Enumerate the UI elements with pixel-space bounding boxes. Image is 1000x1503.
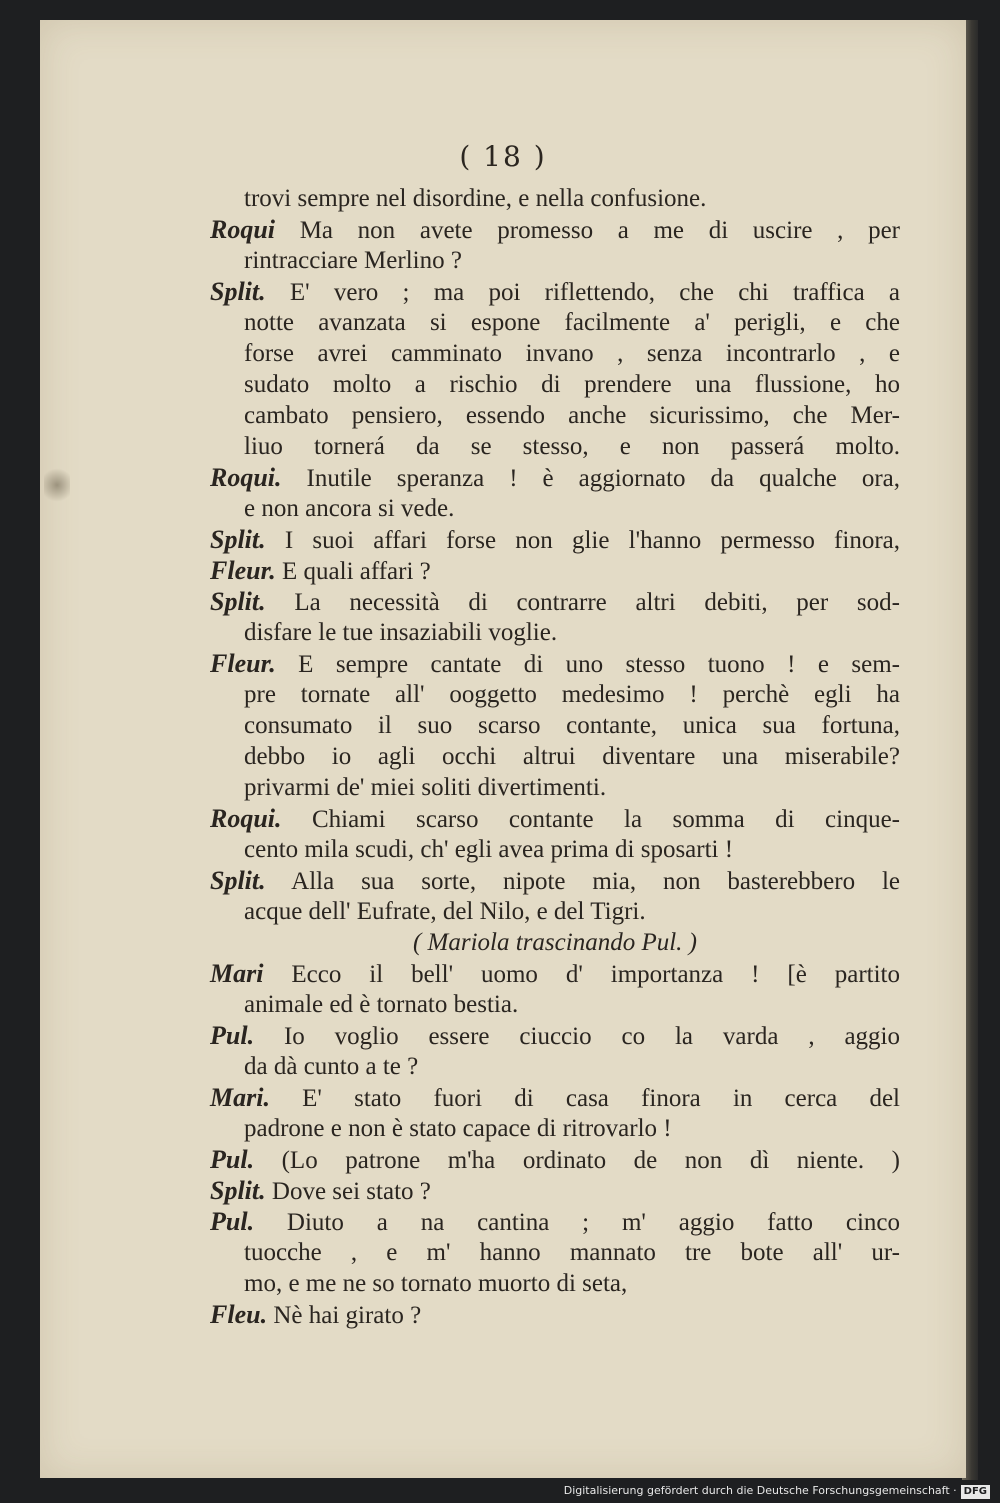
text-line	[210, 927, 900, 958]
text-line	[210, 741, 900, 772]
line-text: cento mila scudi, ch' egli avea prima di sposarti !	[244, 836, 734, 863]
text-line	[210, 617, 900, 648]
line-text: E quali affari ?	[275, 558, 431, 585]
line-text: acque dell' Eufrate, del Nilo, e del Tigri.	[244, 898, 646, 925]
text-line	[210, 276, 900, 307]
text-line	[210, 431, 900, 462]
line-text: rintracciare Merlino ?	[244, 247, 462, 274]
text-line	[210, 1175, 900, 1206]
speaker-name: Split.	[210, 277, 266, 306]
line-text: (Lo patrone m'ha ordinato de non dì niente. )	[254, 1147, 900, 1174]
line-text: E' stato fuori di casa finora in cerca del	[269, 1085, 900, 1112]
speaker-name: Pul.	[210, 1207, 255, 1236]
line-text: privarmi de' miei soliti divertimenti.	[244, 774, 607, 801]
digitization-credit	[564, 1481, 990, 1501]
line-text: e non ancora si vede.	[244, 495, 455, 522]
speaker-name: Fleu.	[210, 1300, 268, 1329]
text-line	[210, 524, 900, 555]
line-text: mo, e me ne so tornato muorto di seta,	[244, 1270, 628, 1297]
text-line	[210, 1020, 900, 1051]
line-text: Ma non avete promesso a me di uscire , per	[275, 217, 900, 244]
text-line	[210, 958, 900, 989]
text-line	[210, 1206, 900, 1237]
line-text: E' vero ; ma poi riflettendo, che chi traffica a	[265, 279, 900, 306]
text-line	[210, 1237, 900, 1268]
line-text: disfare le tue insaziabili voglie.	[244, 619, 558, 646]
text-line	[210, 648, 900, 679]
line-text: forse avrei camminato invano , senza incontrarlo , e	[244, 340, 900, 367]
book-page	[40, 20, 966, 1478]
text-line	[210, 803, 900, 834]
line-text: Alla sua sorte, nipote mia, non basterebbero le	[265, 868, 900, 895]
text-line	[210, 307, 900, 338]
text-line	[210, 555, 900, 586]
line-text: notte avanzata si espone facilmente a' perigli, e che	[244, 309, 900, 336]
speaker-name: Pul.	[210, 1021, 255, 1050]
text-line	[210, 183, 900, 214]
text-line	[210, 834, 900, 865]
speaker-name: Roqui.	[210, 463, 282, 492]
text-line	[210, 462, 900, 493]
line-text: Ecco il bell' uomo d' importanza ! [è partito	[263, 961, 900, 988]
line-text: Inutile speranza ! è aggiornato da qualche ora,	[281, 465, 900, 492]
text-line	[210, 865, 900, 896]
line-text: tuocche , e m' hanno mannato tre bote all' ur-	[244, 1239, 900, 1266]
text-line	[210, 896, 900, 927]
text-line	[210, 214, 900, 245]
line-text: padrone e non è stato capace di ritrovarlo !	[244, 1115, 672, 1142]
text-line	[210, 1051, 900, 1082]
line-text: I suoi affari forse non glie l'hanno permesso finora,	[265, 527, 900, 554]
text-line	[210, 493, 900, 524]
line-text: animale ed è tornato bestia.	[244, 991, 519, 1018]
text-line	[210, 400, 900, 431]
speaker-name: Fleur.	[210, 556, 276, 585]
text-line	[210, 710, 900, 741]
dialogue-text	[210, 183, 900, 1330]
line-text: La necessità di contrarre altri debiti, per sod-	[265, 589, 900, 616]
line-text: consumato il suo scarso contante, unica sua fortuna,	[244, 712, 900, 739]
text-line	[210, 679, 900, 710]
speaker-name: Split.	[210, 1176, 266, 1205]
text-line	[210, 1082, 900, 1113]
text-line	[210, 1268, 900, 1299]
speaker-name: Pul.	[210, 1145, 255, 1174]
text-line	[210, 772, 900, 803]
line-text: E sempre cantate di uno stesso tuono ! e sem-	[275, 651, 900, 678]
line-text: sudato molto a rischio di prendere una flussione, ho	[244, 371, 900, 398]
text-line	[210, 338, 900, 369]
line-text: Diuto a na cantina ; m' aggio fatto cinco	[254, 1209, 900, 1236]
line-text: ( Mariola trascinando Pul. )	[412, 929, 697, 956]
line-text: Chiami scarso contante la somma di cinque-	[281, 806, 900, 833]
line-text: da dà cunto a te ?	[244, 1053, 419, 1080]
text-line	[210, 1299, 900, 1330]
speaker-name: Split.	[210, 525, 266, 554]
line-text: Nè hai girato ?	[267, 1302, 422, 1329]
line-text: debbo io agli occhi altrui diventare una miserabile?	[244, 743, 900, 770]
speaker-name: Split.	[210, 866, 266, 895]
text-line	[210, 1113, 900, 1144]
line-text: pre tornate all' ooggetto medesimo ! perchè egli ha	[244, 681, 900, 708]
page-number: ( 18 )	[459, 140, 547, 173]
line-text: liuo tornerá da se stesso, e non passerá molto.	[244, 433, 900, 460]
speaker-name: Fleur.	[210, 649, 276, 678]
credit-text: Digitalisierung gefördert durch die Deutsche Forschungsgemeinschaft ·	[563, 1484, 957, 1497]
page-stain	[44, 465, 70, 505]
line-text: Dove sei stato ?	[265, 1178, 431, 1205]
speaker-name: Mari.	[210, 1083, 270, 1112]
speaker-name: Roqui	[210, 215, 276, 244]
line-text: trovi sempre nel disordine, e nella confusione.	[244, 185, 707, 212]
line-text: Io voglio essere ciuccio co la varda , aggio	[254, 1023, 900, 1050]
text-line	[210, 1144, 900, 1175]
text-line	[210, 586, 900, 617]
speaker-name: Roqui.	[210, 804, 282, 833]
speaker-name: Split.	[210, 587, 266, 616]
dfg-logo: DFG	[961, 1485, 990, 1499]
line-text: cambato pensiero, essendo anche sicurissimo, che Mer-	[244, 402, 900, 429]
speaker-name: Mari	[210, 959, 264, 988]
text-line	[210, 989, 900, 1020]
text-line	[210, 369, 900, 400]
text-line	[210, 245, 900, 276]
